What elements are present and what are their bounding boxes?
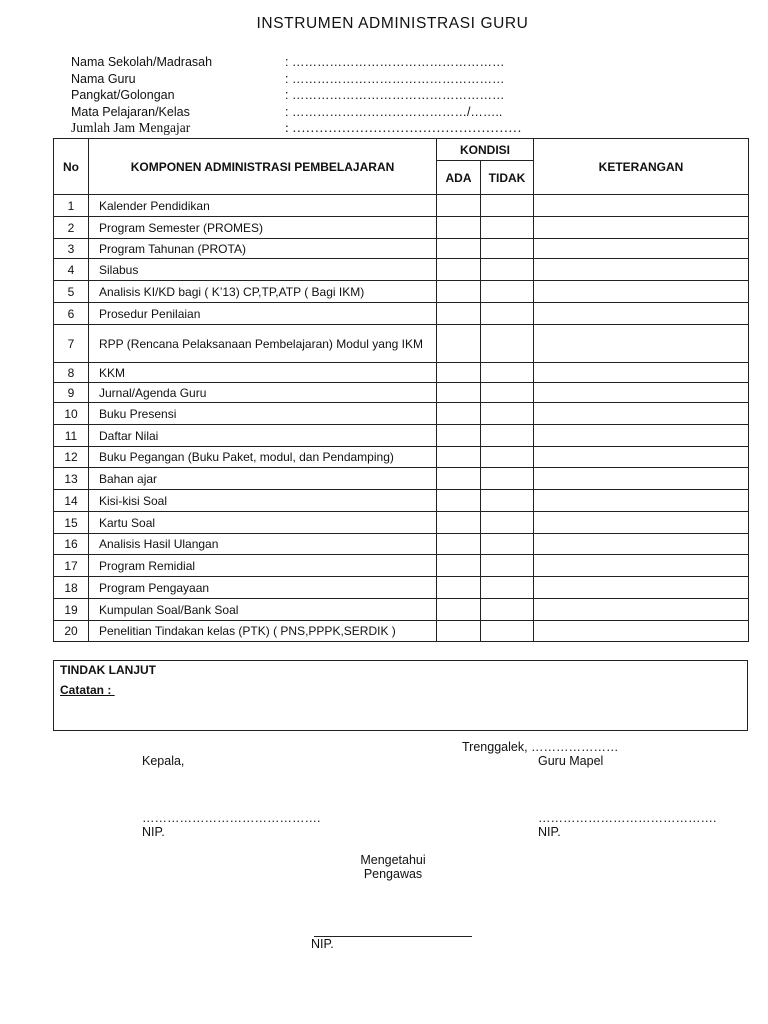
row-component: Analisis KI/KD bagi ( K’13) CP,TP,ATP ( Bagi IKM) (89, 281, 437, 303)
table-row (54, 599, 749, 621)
cell-ada[interactable] (437, 490, 481, 512)
cell-tidak[interactable] (481, 281, 534, 303)
row-component: Buku Presensi (89, 403, 437, 425)
cell-tidak[interactable] (481, 259, 534, 281)
cell-tidak[interactable] (481, 325, 534, 363)
cell-ada[interactable] (437, 599, 481, 621)
cell-ada[interactable] (437, 303, 481, 325)
row-component: Program Remidial (89, 555, 437, 577)
table-row (54, 325, 749, 363)
row-number: 20 (54, 621, 89, 642)
header-ada: ADA (437, 161, 481, 195)
row-number: 1 (54, 195, 89, 217)
row-component: Kartu Soal (89, 512, 437, 534)
row-component: Program Semester (PROMES) (89, 217, 437, 239)
table-row (54, 468, 749, 490)
cell-tidak[interactable] (481, 363, 534, 383)
row-number: 7 (54, 325, 89, 363)
table-row (54, 447, 749, 468)
info-row-nama-guru (71, 71, 671, 88)
cell-keterangan[interactable] (534, 577, 749, 599)
info-value: : …………………………………………… (285, 120, 522, 135)
pengawas-signature-line (314, 936, 472, 937)
info-section (71, 54, 671, 137)
cell-ada[interactable] (437, 281, 481, 303)
row-component: Silabus (89, 259, 437, 281)
cell-ada[interactable] (437, 555, 481, 577)
cell-keterangan[interactable] (534, 363, 749, 383)
cell-ada[interactable] (437, 239, 481, 259)
cell-tidak[interactable] (481, 303, 534, 325)
row-number: 6 (54, 303, 89, 325)
cell-ada[interactable] (437, 217, 481, 239)
cell-keterangan[interactable] (534, 555, 749, 577)
table-row (54, 490, 749, 512)
table-row (54, 534, 749, 555)
cell-keterangan[interactable] (534, 512, 749, 534)
kepala-signature-dots: ……………………………………. (142, 811, 321, 825)
info-value: : …………………………………………… (285, 55, 505, 69)
info-label: Nama Sekolah/Madrasah (71, 55, 213, 69)
cell-tidak[interactable] (481, 403, 534, 425)
row-number: 18 (54, 577, 89, 599)
cell-ada[interactable] (437, 195, 481, 217)
row-number: 5 (54, 281, 89, 303)
info-label: Jumlah Jam Mengajar (71, 120, 191, 135)
row-number: 8 (54, 363, 89, 383)
cell-keterangan[interactable] (534, 447, 749, 468)
row-component: Buku Pegangan (Buku Paket, modul, dan Pendamping) (89, 447, 437, 468)
cell-keterangan[interactable] (534, 259, 749, 281)
row-component: Kalender Pendidikan (89, 195, 437, 217)
info-label: Pangkat/Golongan (71, 88, 175, 102)
row-number: 9 (54, 383, 89, 403)
row-number: 10 (54, 403, 89, 425)
info-row-nama-sekolah (71, 54, 671, 71)
row-component: RPP (Rencana Pelaksanaan Pembelajaran) Modul yang IKM (89, 325, 437, 363)
table-row (54, 512, 749, 534)
info-row-pangkat (71, 87, 671, 104)
cell-ada[interactable] (437, 403, 481, 425)
cell-ada[interactable] (437, 363, 481, 383)
info-value: : …………………………………………… (285, 71, 505, 86)
cell-keterangan[interactable] (534, 621, 749, 642)
cell-keterangan[interactable] (534, 425, 749, 447)
cell-ada[interactable] (437, 512, 481, 534)
header-no: No (54, 139, 89, 195)
row-component: Analisis Hasil Ulangan (89, 534, 437, 555)
cell-tidak[interactable] (481, 217, 534, 239)
cell-tidak[interactable] (481, 425, 534, 447)
cell-ada[interactable] (437, 577, 481, 599)
table-row (54, 239, 749, 259)
row-number: 2 (54, 217, 89, 239)
pengawas-label: Pengawas (363, 867, 423, 881)
table-row (54, 383, 749, 403)
info-row-mapel-kelas (71, 104, 671, 121)
cell-tidak[interactable] (481, 468, 534, 490)
cell-ada[interactable] (437, 259, 481, 281)
header-tidak: TIDAK (481, 161, 534, 195)
cell-keterangan[interactable] (534, 325, 749, 363)
cell-tidak[interactable] (481, 577, 534, 599)
cell-keterangan[interactable] (534, 239, 749, 259)
table-row (54, 425, 749, 447)
cell-tidak[interactable] (481, 383, 534, 403)
tindak-lanjut-title: TINDAK LANJUT (60, 663, 156, 677)
cell-ada[interactable] (437, 325, 481, 363)
row-component: Kumpulan Soal/Bank Soal (89, 599, 437, 621)
cell-tidak[interactable] (481, 447, 534, 468)
row-number: 11 (54, 425, 89, 447)
cell-keterangan[interactable] (534, 303, 749, 325)
row-number: 19 (54, 599, 89, 621)
cell-keterangan[interactable] (534, 281, 749, 303)
table-row (54, 621, 749, 642)
info-label: Nama Guru (71, 71, 136, 86)
cell-tidak[interactable] (481, 555, 534, 577)
row-component: Kisi-kisi Soal (89, 490, 437, 512)
guru-nip: NIP. (538, 825, 561, 839)
catatan-label: Catatan : (60, 683, 115, 697)
cell-keterangan[interactable] (534, 534, 749, 555)
guru-mapel-label: Guru Mapel (538, 754, 604, 768)
guru-signature-dots: ……………………………………. (538, 811, 717, 825)
row-number: 16 (54, 534, 89, 555)
pengawas-nip: NIP. (311, 937, 334, 951)
cell-tidak[interactable] (481, 195, 534, 217)
cell-tidak[interactable] (481, 490, 534, 512)
administration-table (53, 138, 749, 642)
header-keterangan: KETERANGAN (534, 139, 749, 195)
table-row (54, 555, 749, 577)
info-label: Mata Pelajaran/Kelas (71, 104, 190, 119)
cell-keterangan[interactable] (534, 403, 749, 425)
table-row (54, 281, 749, 303)
cell-keterangan[interactable] (534, 490, 749, 512)
row-number: 15 (54, 512, 89, 534)
table-row (54, 577, 749, 599)
row-number: 4 (54, 259, 89, 281)
row-component: KKM (89, 363, 437, 383)
header-komponen: KOMPONEN ADMINISTRASI PEMBELAJARAN (89, 139, 437, 195)
cell-ada[interactable] (437, 534, 481, 555)
info-value: : ……………………………………/…….. (285, 104, 503, 119)
cell-keterangan[interactable] (534, 217, 749, 239)
row-number: 17 (54, 555, 89, 577)
mengetahui-label: Mengetahui (360, 853, 426, 867)
row-component: Bahan ajar (89, 468, 437, 490)
cell-keterangan[interactable] (534, 195, 749, 217)
header-kondisi: KONDISI (437, 139, 534, 161)
row-number: 13 (54, 468, 89, 490)
tindak-lanjut-box[interactable] (53, 660, 748, 731)
cell-ada[interactable] (437, 468, 481, 490)
table-row (54, 259, 749, 281)
info-value: : …………………………………………… (285, 88, 505, 102)
cell-ada[interactable] (437, 621, 481, 642)
cell-keterangan[interactable] (534, 468, 749, 490)
table-row (54, 195, 749, 217)
kepala-nip: NIP. (142, 825, 165, 839)
cell-tidak[interactable] (481, 599, 534, 621)
table-row (54, 217, 749, 239)
row-component: Prosedur Penilaian (89, 303, 437, 325)
row-component: Penelitian Tindakan kelas (PTK) ( PNS,PPPK,SERDIK ) (89, 621, 437, 642)
cell-tidak[interactable] (481, 534, 534, 555)
cell-keterangan[interactable] (534, 383, 749, 403)
place-date: Trenggalek, ………………… (462, 740, 619, 754)
row-component: Program Tahunan (PROTA) (89, 239, 437, 259)
cell-ada[interactable] (437, 383, 481, 403)
row-number: 3 (54, 239, 89, 259)
row-component: Program Pengayaan (89, 577, 437, 599)
kepala-label: Kepala, (142, 754, 185, 768)
row-number: 14 (54, 490, 89, 512)
cell-ada[interactable] (437, 425, 481, 447)
cell-ada[interactable] (437, 447, 481, 468)
cell-tidak[interactable] (481, 239, 534, 259)
row-component: Jurnal/Agenda Guru (89, 383, 437, 403)
document-title: INSTRUMEN ADMINISTRASI GURU (256, 15, 529, 32)
table-row (54, 363, 749, 383)
table-row (54, 403, 749, 425)
cell-tidak[interactable] (481, 621, 534, 642)
cell-keterangan[interactable] (534, 599, 749, 621)
row-component: Daftar Nilai (89, 425, 437, 447)
info-row-jumlah-jam (71, 120, 671, 137)
table-row (54, 303, 749, 325)
cell-tidak[interactable] (481, 512, 534, 534)
row-number: 12 (54, 447, 89, 468)
